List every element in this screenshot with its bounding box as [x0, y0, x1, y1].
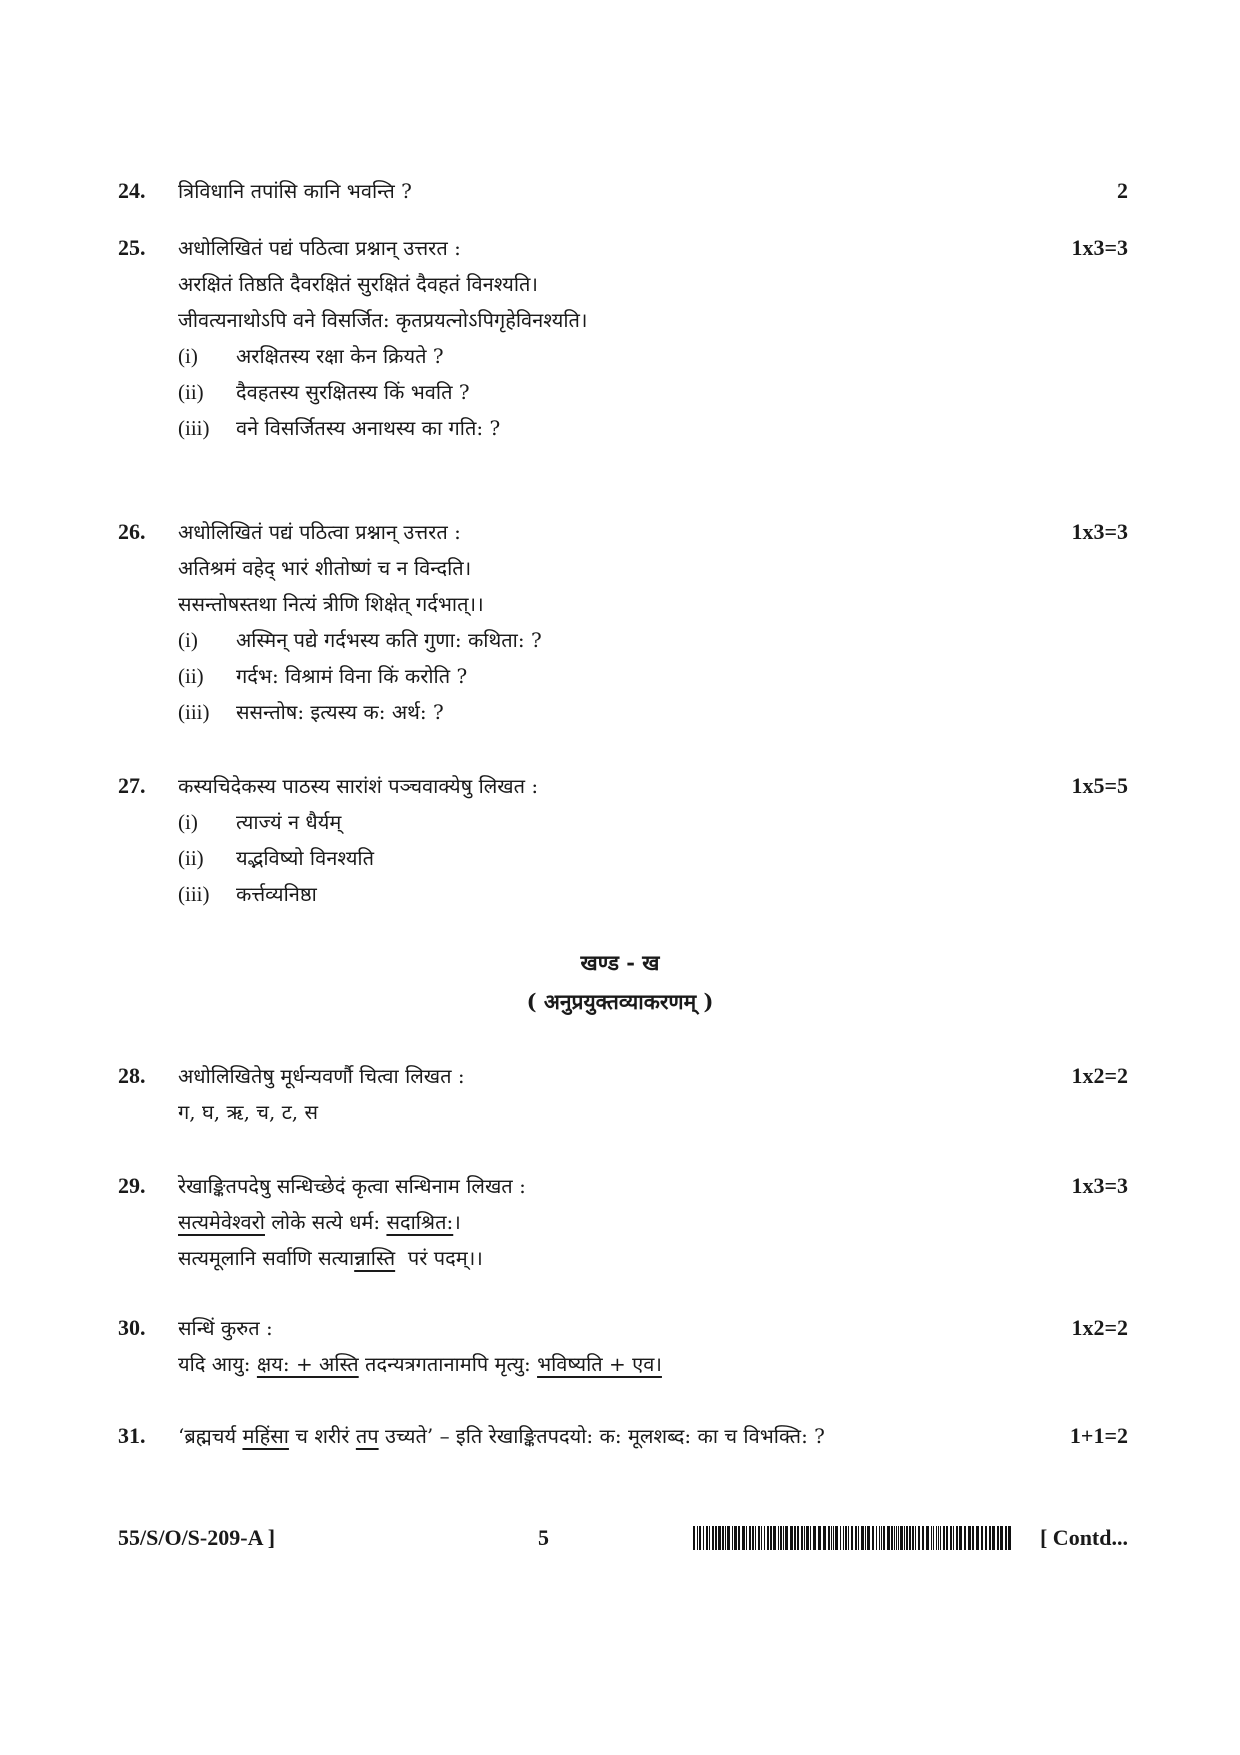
question-text-part: उच्यते’ – इति रेखाङ्कितपदयो: क: मूलशब्द: का च विभक्ति: ? [378, 1424, 825, 1448]
sub-question [118, 338, 1128, 374]
continued-label: [ Contd... [1039, 1525, 1128, 1550]
sub-question-text: दैवहतस्य सुरक्षितस्य किं भवति ? [236, 380, 470, 404]
verse-text: सत्यमूलानि सर्वाणि सत्या [178, 1246, 355, 1270]
sub-question-text: कर्त्तव्यनिष्ठा [236, 882, 317, 906]
verse-line [118, 1204, 1128, 1240]
sub-question-text: त्याज्यं न धैर्यम् [236, 810, 342, 834]
sub-question-label: (ii) [178, 664, 204, 688]
sub-question [118, 804, 1128, 840]
sub-question [118, 694, 1128, 730]
question-24 [118, 173, 1128, 209]
sub-question-label: (i) [178, 344, 198, 368]
sub-question-label: (ii) [178, 846, 204, 870]
verse-line: अतिश्रमं वहेद् भारं शीतोष्णं च न विन्दति। [178, 556, 472, 580]
barcode [693, 1526, 1013, 1550]
verse-text: परं पदम्।। [395, 1246, 483, 1270]
verse-line: जीवत्यनाथोऽपि वने विसर्जित: कृतप्रयत्नोऽपिगृहेविनश्यति। [178, 308, 588, 332]
question-text: अधोलिखितं पद्यं पठित्वा प्रश्नान् उत्तरत : [178, 236, 461, 260]
question-number: 25. [118, 235, 146, 260]
verse-text: तदन्यत्रगतानामपि मृत्यु: [358, 1352, 538, 1376]
page-footer [118, 1520, 1128, 1556]
underlined-word: महिंसा [242, 1424, 289, 1448]
question-text-part: च शरीरं [288, 1424, 356, 1448]
question-number: 31. [118, 1423, 146, 1448]
underlined-word: सत्यमेवेश्वरो [178, 1210, 265, 1234]
sub-question [118, 410, 1128, 446]
question-28 [118, 1058, 1128, 1130]
section-title: खण्ड - ख [580, 950, 660, 975]
sub-question-label: (i) [178, 628, 198, 652]
question-29 [118, 1168, 1128, 1276]
underlined-word: क्षय: + अस्ति [256, 1352, 359, 1376]
question-text-part: ‘ब्रह्मचर्य [178, 1424, 243, 1448]
verse-line [118, 1240, 1128, 1276]
sub-question [118, 876, 1128, 912]
verse-line: अरक्षितं तिष्ठति दैवरक्षितं सुरक्षितं दैवहतं विनश्यति। [178, 272, 538, 296]
marks: 1x3=3 [1071, 519, 1128, 544]
verse-line [118, 1346, 1128, 1382]
underlined-word: सदाश्रित: [386, 1210, 454, 1234]
letters-line: ग, घ, ऋ, च, ट, स [178, 1100, 319, 1124]
sub-question [118, 658, 1128, 694]
sub-question-text: यद्भविष्यो विनश्यति [236, 846, 374, 870]
verse-text: । [453, 1210, 461, 1234]
question-text: रेखाङ्कितपदेषु सन्धिच्छेदं कृत्वा सन्धिनाम लिखत : [178, 1174, 526, 1198]
sub-question-text: अस्मिन् पद्ये गर्दभस्य कति गुणा: कथिता: ? [236, 628, 542, 652]
question-text: अधोलिखितेषु मूर्धन्यवर्णौ चित्वा लिखत : [178, 1064, 465, 1088]
question-number: 28. [118, 1063, 146, 1088]
sub-question-text: अरक्षितस्य रक्षा केन क्रियते ? [236, 344, 444, 368]
underlined-word: तप [355, 1424, 379, 1448]
marks: 1x2=2 [1071, 1063, 1128, 1088]
sub-question-label: (i) [178, 810, 198, 834]
sub-question-label: (iii) [178, 882, 210, 906]
question-text: त्रिविधानि तपांसि कानि भवन्ति ? [178, 179, 412, 203]
question-number: 26. [118, 519, 146, 544]
verse-line: ससन्तोषस्तथा नित्यं त्रीणि शिक्षेत् गर्दभात्।। [178, 592, 484, 616]
question-25 [118, 230, 1128, 446]
verse-text: लोके सत्ये धर्म: [264, 1210, 387, 1234]
sub-question-label: (iii) [178, 700, 210, 724]
question-number: 27. [118, 773, 146, 798]
sub-question [118, 374, 1128, 410]
question-text: अधोलिखितं पद्यं पठित्वा प्रश्नान् उत्तरत : [178, 520, 461, 544]
question-26 [118, 514, 1128, 730]
question-number: 24. [118, 178, 146, 203]
sub-question-text: गर्दभ: विश्रामं विना किं करोति ? [236, 664, 468, 688]
question-number: 29. [118, 1173, 146, 1198]
question-text [178, 1418, 825, 1454]
verse-text: यदि आयु: [178, 1352, 257, 1376]
sub-question [118, 622, 1128, 658]
sub-question-label: (iii) [178, 416, 210, 440]
sub-question [118, 840, 1128, 876]
sub-question-text: ससन्तोष: इत्यस्य क: अर्थ: ? [236, 700, 444, 724]
question-27 [118, 768, 1128, 912]
marks: 1x3=3 [1071, 1173, 1128, 1198]
marks: 2 [1117, 178, 1128, 203]
underlined-word: भविष्यति + एव। [537, 1352, 662, 1376]
page-number: 5 [538, 1525, 549, 1550]
question-text: कस्यचिदेकस्य पाठस्य सारांशं पञ्चवाक्येषु लिखत : [178, 774, 539, 798]
marks: 1x2=2 [1071, 1315, 1128, 1340]
section-subtitle: ( अनुप्रयुक्तव्याकरणम् ) [526, 989, 714, 1014]
sub-question-text: वने विसर्जितस्य अनाथस्य का गति: ? [236, 416, 501, 440]
paper-code: 55/S/O/S-209-A ] [118, 1525, 276, 1550]
question-30 [118, 1310, 1128, 1382]
marks: 1+1=2 [1069, 1423, 1128, 1448]
marks: 1x5=5 [1071, 773, 1128, 798]
sub-question-label: (ii) [178, 380, 204, 404]
question-number: 30. [118, 1315, 146, 1340]
underlined-word: न्नास्ति [354, 1246, 396, 1270]
marks: 1x3=3 [1071, 235, 1128, 260]
question-text: सन्धिं कुरुत : [178, 1316, 273, 1340]
question-31 [118, 1418, 1128, 1454]
